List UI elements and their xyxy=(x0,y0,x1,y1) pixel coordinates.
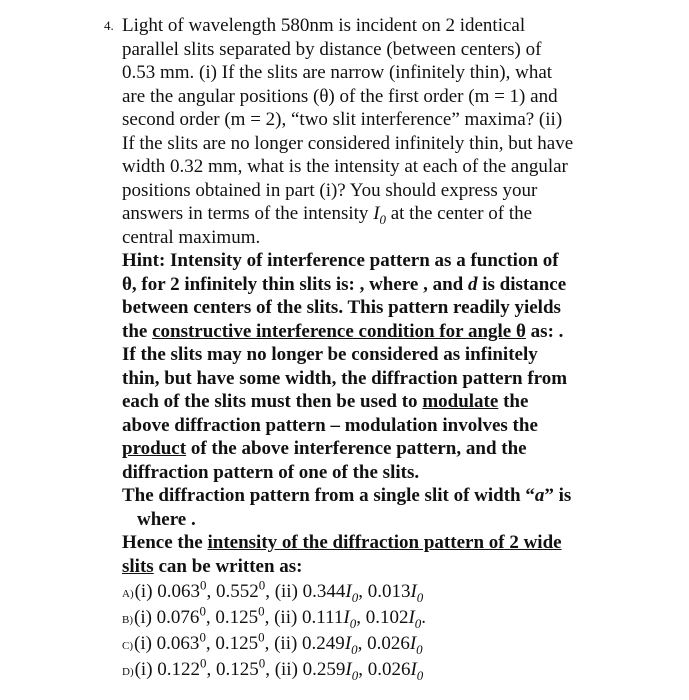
question-line-10: central maximum. xyxy=(122,226,261,248)
question-line-8: positions obtained in part (i)? You should express your xyxy=(122,179,538,201)
hint-line-14: slits can be written as: xyxy=(122,555,303,577)
hint-line-2: θ, for 2 infinitely thin slits is: , where , and d is distance xyxy=(122,273,567,295)
option-c[interactable]: C)(i) 0.063$^0$, 0.125$^0$, (ii) $0.249I_0$, $0.026I_0$ xyxy=(122,629,423,657)
question-line-9: answers in terms of the intensity $I_0$ at the center of the xyxy=(122,203,533,227)
option-a[interactable]: A)(i) 0.063$^0$, 0.552$^0$, (ii) $0.344I_0$, $0.013I_0$ xyxy=(122,577,424,605)
hint-line-7: each of the slits must then be used to modulate the xyxy=(122,391,529,412)
question-line-2: parallel slits separated by distance (between centers) of xyxy=(122,38,542,60)
question-line-4: are the angular positions (θ) of the first order (m = 1) and xyxy=(122,85,558,107)
option-d[interactable]: D)(i) 0.122$^0$, 0.125$^0$, (ii) $0.259I_0$, $0.026I_0$ xyxy=(122,655,424,683)
hint-line-10: diffraction pattern of one of the slits. xyxy=(122,461,420,483)
option-c-letter: C) xyxy=(122,640,133,652)
hint-line-4: the constructive interference condition for angle θ as: . xyxy=(122,320,564,342)
hint-line-11: The diffraction pattern from a single slit of width “a” is xyxy=(122,485,572,506)
hint-line-3: between centers of the slits. This pattern readily yields xyxy=(122,297,561,318)
hint-line-6: thin, but have some width, the diffraction pattern from xyxy=(122,367,568,389)
option-a-letter: A) xyxy=(122,588,134,600)
hint-line-5: If the slits may no longer be considered as infinitely xyxy=(122,344,538,365)
question-line-1: Light of wavelength 580nm is incident on 2 identical xyxy=(122,15,526,36)
question-line-7: width 0.32 mm, what is the intensity at each of the angular xyxy=(122,156,568,177)
hint-line-9: product of the above interference pattern, and the xyxy=(122,438,527,459)
option-b-letter: B) xyxy=(122,614,133,626)
question-line-5: second order (m = 2), “two slit interference” maxima? (ii) xyxy=(122,109,563,130)
question-number: 4. xyxy=(104,18,114,33)
option-d-letter: D) xyxy=(122,666,134,678)
hint-line-13: Hence the intensity of the diffraction pattern of 2 wide xyxy=(122,532,562,553)
question-line-3: 0.53 mm. (i) If the slits are narrow (infinitely thin), what xyxy=(122,62,553,83)
hint-line-8: above diffraction pattern – modulation involves the xyxy=(122,414,538,436)
hint-line-1: Hint: Intensity of interference pattern as a function of xyxy=(122,250,559,271)
question-line-6: If the slits are no longer considered infinitely thin, but have xyxy=(122,132,574,154)
hint-line-12: where . xyxy=(137,508,196,530)
option-b[interactable]: B)(i) 0.076$^0$, 0.125$^0$, (ii) $0.111I_0$, $0.102I_0$. xyxy=(122,603,426,631)
